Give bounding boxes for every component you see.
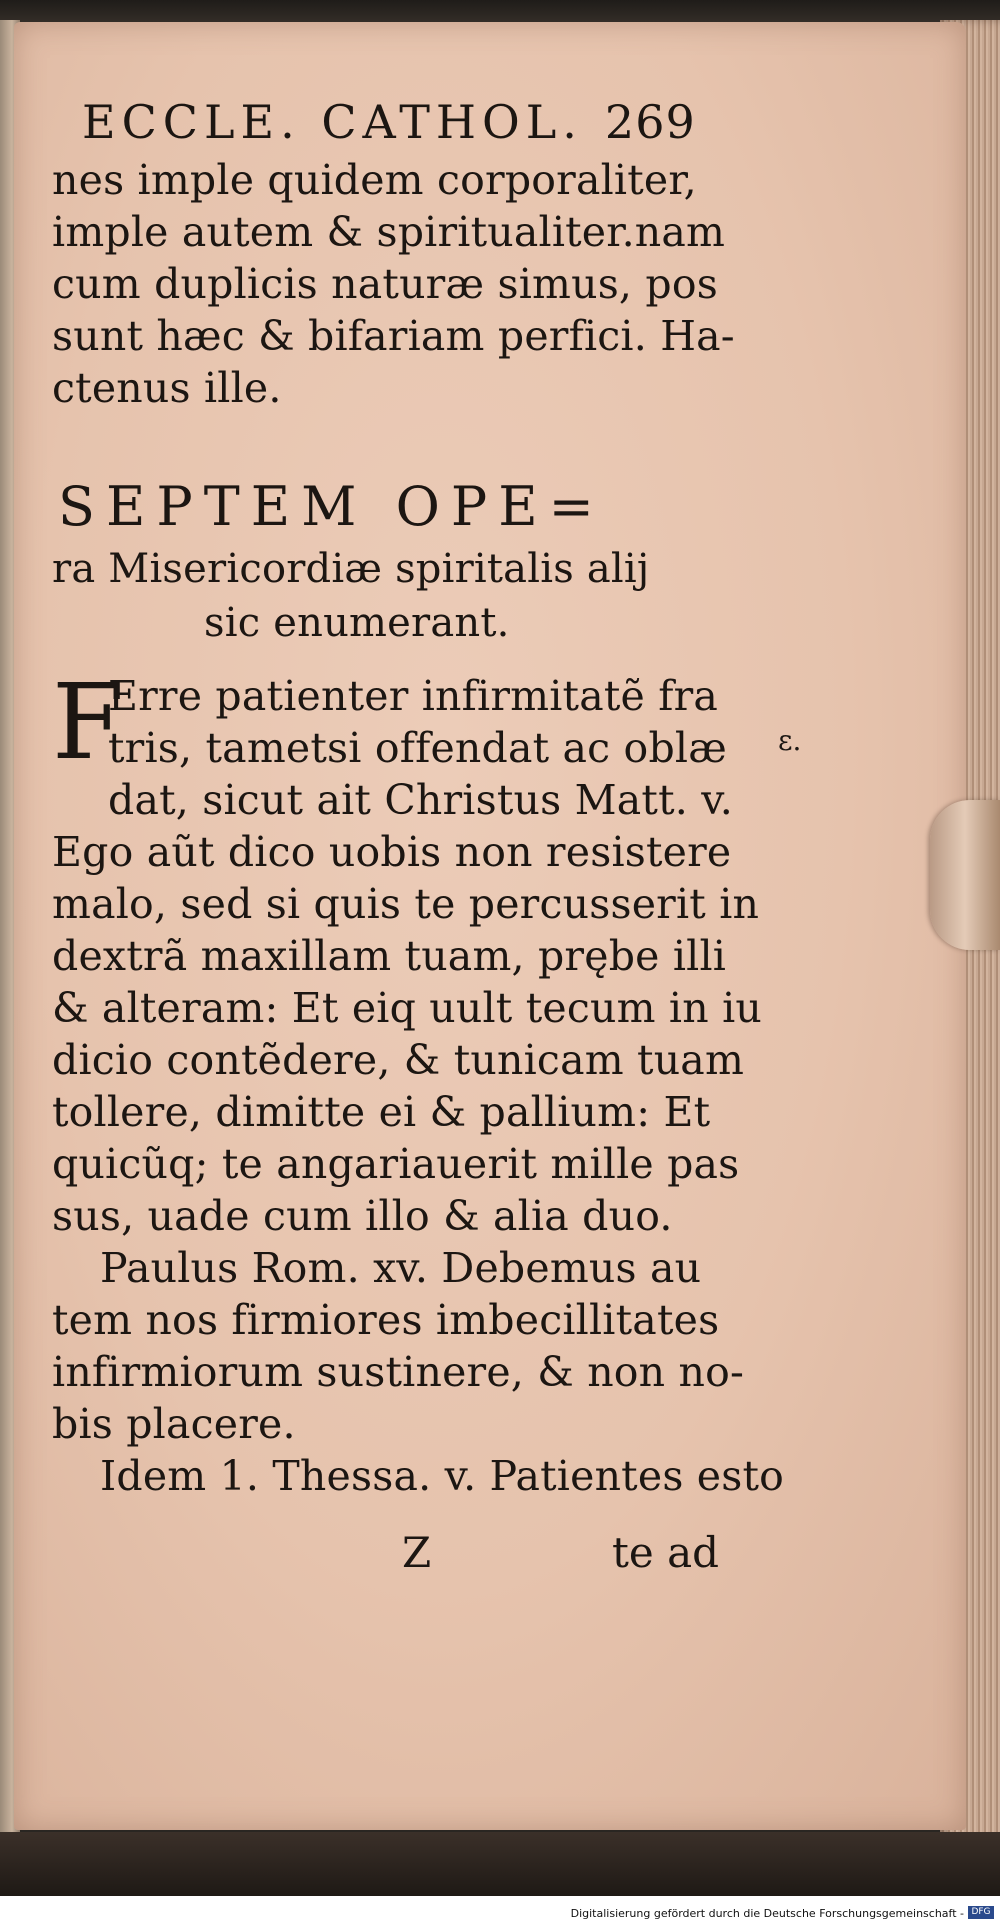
footer-credit: Digitalisierung gefördert durch die Deutsche Forschungsgemeinschaft - <box>570 1907 964 1920</box>
text-line: malo, sed si quis te percusserit in <box>52 880 760 928</box>
signature-mark: Z <box>402 1528 432 1577</box>
text-line: tollere, dimitte ei & pallium: Et <box>52 1088 711 1136</box>
text-line: tem nos firmiores imbecillitates <box>52 1296 720 1344</box>
text-line: infirmiorum sustinere, & non no- <box>52 1348 745 1396</box>
text-line: Erre patienter infirmitatẽ fra <box>108 672 719 720</box>
text-line: sunt hæc & bifariam perfici. Ha- <box>52 312 735 360</box>
page-text <box>52 90 785 1502</box>
text-line: imple autem & spiritualiter.nam <box>52 208 726 256</box>
dfg-logo: DFG <box>968 1906 994 1919</box>
paragraph-paulus <box>52 1242 745 1450</box>
page-clip <box>930 800 1000 950</box>
text-line: Idem 1. Thessa. v. Patientes esto <box>100 1452 785 1500</box>
page-number: 269 <box>604 95 696 149</box>
text-line: Paulus Rom. xv. Debemus au <box>100 1244 702 1292</box>
text-line: nes imple quidem corporaliter, <box>52 156 697 204</box>
header-title: ECCLE. CATHOL. <box>82 95 583 149</box>
text-line: dicio contẽdere, & tunicam tuam <box>52 1036 745 1084</box>
text-line: tris, tametsi offendat ac oblæ <box>108 724 727 772</box>
text-line: cum duplicis naturæ simus, pos <box>52 260 718 308</box>
text-line: & alteram: Et eiq uult tecum in iu <box>52 984 763 1032</box>
section-heading-line: sic enumerant. <box>204 600 510 646</box>
text-line: Ego aũt dico uobis non resistere <box>52 828 732 876</box>
book-edge-bottom <box>0 1832 1000 1896</box>
catchword: te ad <box>612 1528 720 1577</box>
text-line: quicũq; te angariauerit mille pas <box>52 1140 740 1188</box>
drop-cap: F <box>52 661 125 783</box>
text-line: sus, uade cum illo & alia duo. <box>52 1192 673 1240</box>
text-line: bis placere. <box>52 1400 296 1448</box>
section-heading: SEPTEM OPE= <box>58 475 605 538</box>
paragraph-main <box>52 661 763 1242</box>
section-heading-line: ra Misericordiæ spiritalis alij <box>52 546 650 592</box>
text-line: dat, sicut ait Christus Matt. v. <box>108 776 733 824</box>
running-header <box>82 90 732 154</box>
margin-note: ε. <box>778 724 802 757</box>
paragraph-closing <box>52 154 735 414</box>
text-line: ctenus ille. <box>52 364 282 412</box>
text-line: dextrã maxillam tuam, prębe illi <box>52 932 727 980</box>
